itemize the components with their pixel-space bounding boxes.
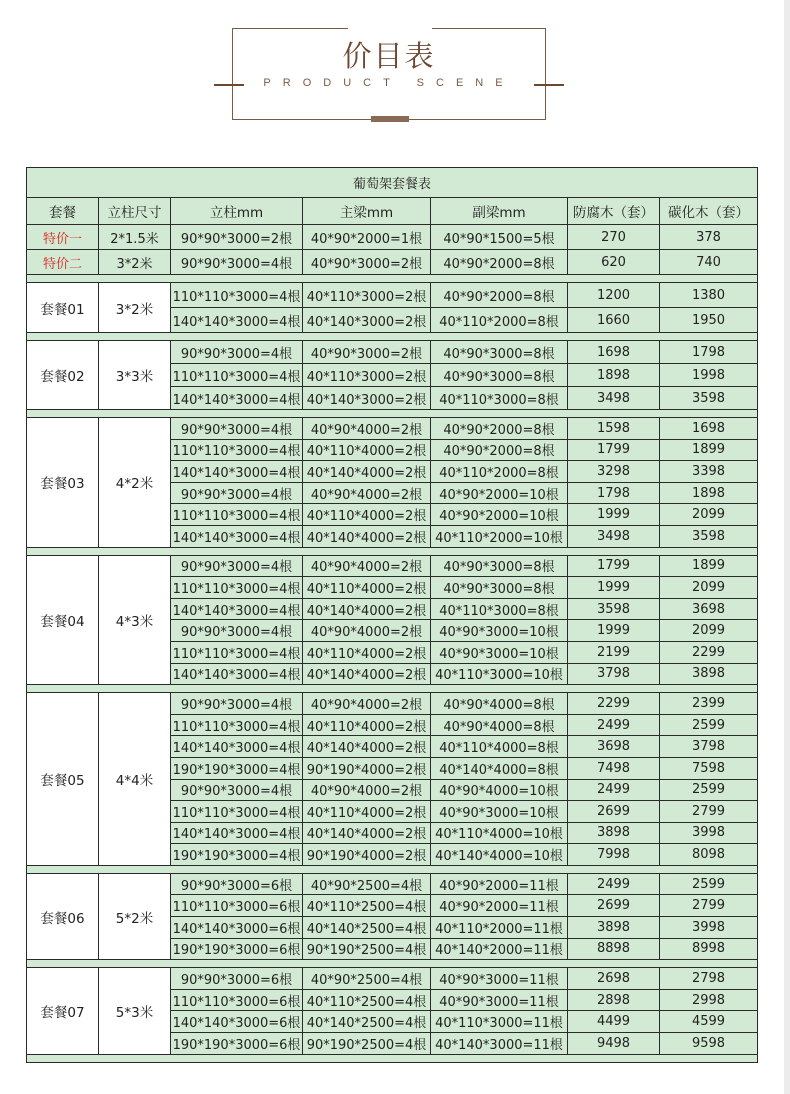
column-header-anticorrosive-wood: 防腐木（套） xyxy=(568,198,660,225)
anticorrosive-price-cell: 3698 xyxy=(568,736,660,758)
carbonized-price-cell: 3798 xyxy=(660,736,758,758)
column-spec-cell: 140*140*3000=4根 xyxy=(171,736,303,758)
main-beam-cell: 40*140*2500=4根 xyxy=(303,1011,431,1033)
post-size-cell: 4*2米 xyxy=(99,418,171,548)
column-spec-cell: 110*110*3000=6根 xyxy=(171,989,303,1011)
carbonized-price-cell: 1380 xyxy=(660,283,758,308)
carbonized-price-cell: 2998 xyxy=(660,989,758,1011)
column-header-main-beam-mm: 主梁mm xyxy=(303,198,431,225)
anticorrosive-price-cell: 2898 xyxy=(568,989,660,1011)
anticorrosive-price-cell: 1200 xyxy=(568,283,660,308)
anticorrosive-price-cell: 620 xyxy=(568,250,660,275)
carbonized-price-cell: 1998 xyxy=(660,364,758,387)
carbonized-price-cell: 3898 xyxy=(660,663,758,685)
package-name-cell: 套餐02 xyxy=(27,341,99,410)
main-beam-cell: 40*140*3000=2根 xyxy=(303,308,431,333)
carbonized-price-cell: 3598 xyxy=(660,525,758,547)
special-offer-name: 特价一 xyxy=(27,225,99,250)
main-beam-cell: 40*90*2000=1根 xyxy=(303,225,431,250)
column-spec-cell: 90*90*3000=4根 xyxy=(171,418,303,440)
carbonized-price-cell: 2599 xyxy=(660,873,758,895)
column-spec-cell: 140*140*3000=4根 xyxy=(171,308,303,333)
header-accent-bar xyxy=(371,116,409,122)
main-beam-cell: 40*140*4000=2根 xyxy=(303,822,431,844)
anticorrosive-price-cell: 1999 xyxy=(568,577,660,599)
column-spec-cell: 90*90*3000=4根 xyxy=(171,779,303,801)
column-spec-cell: 140*140*3000=4根 xyxy=(171,822,303,844)
secondary-beam-cell: 40*110*3000=8根 xyxy=(431,387,568,410)
anticorrosive-price-cell: 270 xyxy=(568,225,660,250)
secondary-beam-cell: 40*90*3000=11根 xyxy=(431,968,568,990)
anticorrosive-price-cell: 9498 xyxy=(568,1033,660,1055)
carbonized-price-cell: 1899 xyxy=(660,555,758,577)
anticorrosive-price-cell: 2699 xyxy=(568,895,660,917)
secondary-beam-cell: 40*90*3000=8根 xyxy=(431,364,568,387)
main-beam-cell: 40*90*4000=2根 xyxy=(303,620,431,642)
anticorrosive-price-cell: 3798 xyxy=(568,663,660,685)
group-separator xyxy=(27,960,758,968)
carbonized-price-cell: 1899 xyxy=(660,439,758,461)
carbonized-price-cell: 3598 xyxy=(660,387,758,410)
package-name-cell: 套餐04 xyxy=(27,555,99,685)
main-beam-cell: 40*140*4000=2根 xyxy=(303,461,431,483)
secondary-beam-cell: 40*90*4000=8根 xyxy=(431,714,568,736)
carbonized-price-cell: 2599 xyxy=(660,779,758,801)
anticorrosive-price-cell: 2199 xyxy=(568,641,660,663)
page-title: 价目表 xyxy=(342,39,436,73)
column-spec-cell: 140*140*3000=4根 xyxy=(171,663,303,685)
secondary-beam-cell: 40*90*2000=10根 xyxy=(431,482,568,504)
main-beam-cell: 90*190*2500=4根 xyxy=(303,938,431,960)
page-subtitle: PRODUCT SCENE xyxy=(248,77,530,89)
secondary-beam-cell: 40*110*3000=11根 xyxy=(431,1011,568,1033)
special-offer-name: 特价二 xyxy=(27,250,99,275)
column-spec-cell: 140*140*3000=4根 xyxy=(171,525,303,547)
table-row xyxy=(27,873,758,895)
group-separator-cell xyxy=(27,333,758,341)
secondary-beam-cell: 40*90*1500=5根 xyxy=(431,225,568,250)
column-header-column-mm: 立柱mm xyxy=(171,198,303,225)
anticorrosive-price-cell: 1799 xyxy=(568,555,660,577)
post-size-cell: 5*2米 xyxy=(99,873,171,959)
group-separator-cell xyxy=(27,685,758,693)
column-spec-cell: 190*190*3000=4根 xyxy=(171,757,303,779)
post-size-cell: 4*4米 xyxy=(99,693,171,866)
anticorrosive-price-cell: 3298 xyxy=(568,461,660,483)
anticorrosive-price-cell: 2499 xyxy=(568,873,660,895)
secondary-beam-cell: 40*90*2000=8根 xyxy=(431,439,568,461)
main-beam-cell: 40*140*4000=2根 xyxy=(303,525,431,547)
main-beam-cell: 40*110*3000=2根 xyxy=(303,364,431,387)
main-beam-cell: 90*190*4000=2根 xyxy=(303,757,431,779)
column-header-secondary-beam-mm: 副梁mm xyxy=(431,198,568,225)
anticorrosive-price-cell: 1598 xyxy=(568,418,660,440)
column-header-size: 立柱尺寸 xyxy=(99,198,171,225)
main-beam-cell: 40*90*4000=2根 xyxy=(303,779,431,801)
post-size-cell: 4*3米 xyxy=(99,555,171,685)
secondary-beam-cell: 40*140*4000=8根 xyxy=(431,757,568,779)
anticorrosive-price-cell: 2499 xyxy=(568,714,660,736)
special-offer-row xyxy=(27,250,758,275)
main-beam-cell: 90*190*4000=2根 xyxy=(303,844,431,866)
carbonized-price-cell: 3998 xyxy=(660,917,758,939)
anticorrosive-price-cell: 3498 xyxy=(568,387,660,410)
post-size-cell: 5*3米 xyxy=(99,968,171,1054)
anticorrosive-price-cell: 8898 xyxy=(568,938,660,960)
main-beam-cell: 40*90*2500=4根 xyxy=(303,968,431,990)
secondary-beam-cell: 40*90*2000=8根 xyxy=(431,250,568,275)
column-spec-cell: 110*110*3000=4根 xyxy=(171,801,303,823)
main-beam-cell: 40*90*3000=2根 xyxy=(303,250,431,275)
main-beam-cell: 40*110*2500=4根 xyxy=(303,989,431,1011)
column-spec-cell: 110*110*3000=4根 xyxy=(171,283,303,308)
carbonized-price-cell: 1698 xyxy=(660,418,758,440)
secondary-beam-cell: 40*90*3000=8根 xyxy=(431,577,568,599)
secondary-beam-cell: 40*110*4000=8根 xyxy=(431,736,568,758)
table-row xyxy=(27,418,758,440)
anticorrosive-price-cell: 1999 xyxy=(568,620,660,642)
main-beam-cell: 40*90*4000=2根 xyxy=(303,418,431,440)
anticorrosive-price-cell: 2699 xyxy=(568,801,660,823)
secondary-beam-cell: 40*140*2000=11根 xyxy=(431,938,568,960)
secondary-beam-cell: 40*90*3000=10根 xyxy=(431,801,568,823)
column-spec-cell: 190*190*3000=4根 xyxy=(171,844,303,866)
group-separator xyxy=(27,685,758,693)
anticorrosive-price-cell: 2499 xyxy=(568,779,660,801)
secondary-beam-cell: 40*90*4000=8根 xyxy=(431,693,568,715)
group-separator xyxy=(27,333,758,341)
carbonized-price-cell: 2099 xyxy=(660,504,758,526)
anticorrosive-price-cell: 2698 xyxy=(568,968,660,990)
group-separator xyxy=(27,1054,758,1062)
post-size-cell: 3*2米 xyxy=(99,250,171,275)
group-separator-cell xyxy=(27,410,758,418)
main-beam-cell: 40*110*2500=4根 xyxy=(303,895,431,917)
table-row xyxy=(27,968,758,990)
carbonized-price-cell: 378 xyxy=(660,225,758,250)
column-spec-cell: 90*90*3000=6根 xyxy=(171,873,303,895)
group-separator xyxy=(27,275,758,283)
group-separator-cell xyxy=(27,960,758,968)
column-spec-cell: 110*110*3000=4根 xyxy=(171,714,303,736)
special-offer-row xyxy=(27,225,758,250)
carbonized-price-cell: 8098 xyxy=(660,844,758,866)
carbonized-price-cell: 2798 xyxy=(660,968,758,990)
table-row xyxy=(27,341,758,364)
anticorrosive-price-cell: 1799 xyxy=(568,439,660,461)
main-beam-cell: 40*110*4000=2根 xyxy=(303,641,431,663)
secondary-beam-cell: 40*90*3000=10根 xyxy=(431,641,568,663)
carbonized-price-cell: 2099 xyxy=(660,620,758,642)
main-beam-cell: 40*110*3000=2根 xyxy=(303,283,431,308)
carbonized-price-cell: 1898 xyxy=(660,482,758,504)
column-spec-cell: 90*90*3000=4根 xyxy=(171,341,303,364)
post-size-cell: 2*1.5米 xyxy=(99,225,171,250)
group-separator-cell xyxy=(27,547,758,555)
secondary-beam-cell: 40*90*3000=11根 xyxy=(431,989,568,1011)
carbonized-price-cell: 2299 xyxy=(660,641,758,663)
table-caption: 葡萄架套餐表 xyxy=(27,168,758,198)
secondary-beam-cell: 40*110*2000=11根 xyxy=(431,917,568,939)
main-beam-cell: 40*110*4000=2根 xyxy=(303,504,431,526)
header-divider-left xyxy=(214,84,244,86)
column-spec-cell: 90*90*3000=2根 xyxy=(171,225,303,250)
column-spec-cell: 190*190*3000=6根 xyxy=(171,938,303,960)
carbonized-price-cell: 9598 xyxy=(660,1033,758,1055)
carbonized-price-cell: 3698 xyxy=(660,598,758,620)
secondary-beam-cell: 40*90*2000=8根 xyxy=(431,283,568,308)
group-separator xyxy=(27,410,758,418)
table-row xyxy=(27,693,758,715)
anticorrosive-price-cell: 2299 xyxy=(568,693,660,715)
secondary-beam-cell: 40*110*2000=10根 xyxy=(431,525,568,547)
column-spec-cell: 90*90*3000=6根 xyxy=(171,968,303,990)
header-divider-right xyxy=(534,84,564,86)
secondary-beam-cell: 40*90*3000=10根 xyxy=(431,620,568,642)
column-spec-cell: 140*140*3000=4根 xyxy=(171,461,303,483)
post-size-cell: 3*3米 xyxy=(99,341,171,410)
secondary-beam-cell: 40*110*3000=8根 xyxy=(431,598,568,620)
anticorrosive-price-cell: 3898 xyxy=(568,822,660,844)
secondary-beam-cell: 40*90*2000=11根 xyxy=(431,873,568,895)
column-spec-cell: 110*110*3000=4根 xyxy=(171,577,303,599)
column-spec-cell: 110*110*3000=4根 xyxy=(171,439,303,461)
secondary-beam-cell: 40*110*2000=8根 xyxy=(431,461,568,483)
package-name-cell: 套餐03 xyxy=(27,418,99,548)
carbonized-price-cell: 1950 xyxy=(660,308,758,333)
header-frame-top-right xyxy=(432,28,546,29)
main-beam-cell: 40*90*4000=2根 xyxy=(303,555,431,577)
column-spec-cell: 190*190*3000=6根 xyxy=(171,1033,303,1055)
carbonized-price-cell: 1798 xyxy=(660,341,758,364)
secondary-beam-cell: 40*90*4000=10根 xyxy=(431,779,568,801)
main-beam-cell: 40*140*4000=2根 xyxy=(303,736,431,758)
column-spec-cell: 110*110*3000=6根 xyxy=(171,895,303,917)
table-row xyxy=(27,283,758,308)
anticorrosive-price-cell: 3598 xyxy=(568,598,660,620)
secondary-beam-cell: 40*110*2000=8根 xyxy=(431,308,568,333)
anticorrosive-price-cell: 1660 xyxy=(568,308,660,333)
main-beam-cell: 40*90*2500=4根 xyxy=(303,873,431,895)
group-separator-cell xyxy=(27,865,758,873)
package-name-cell: 套餐07 xyxy=(27,968,99,1054)
column-spec-cell: 90*90*3000=4根 xyxy=(171,482,303,504)
column-spec-cell: 90*90*3000=4根 xyxy=(171,250,303,275)
main-beam-cell: 40*110*4000=2根 xyxy=(303,801,431,823)
secondary-beam-cell: 40*110*3000=10根 xyxy=(431,663,568,685)
secondary-beam-cell: 40*90*2000=11根 xyxy=(431,895,568,917)
group-separator-cell xyxy=(27,1054,758,1062)
anticorrosive-price-cell: 1698 xyxy=(568,341,660,364)
carbonized-price-cell: 2399 xyxy=(660,693,758,715)
anticorrosive-price-cell: 4499 xyxy=(568,1011,660,1033)
column-spec-cell: 140*140*3000=4根 xyxy=(171,598,303,620)
column-spec-cell: 110*110*3000=4根 xyxy=(171,641,303,663)
column-header-carbonized-wood: 碳化木（套） xyxy=(660,198,758,225)
secondary-beam-cell: 40*140*4000=10根 xyxy=(431,844,568,866)
column-spec-cell: 90*90*3000=4根 xyxy=(171,620,303,642)
package-name-cell: 套餐01 xyxy=(27,283,99,333)
main-beam-cell: 40*90*3000=2根 xyxy=(303,341,431,364)
group-separator xyxy=(27,865,758,873)
main-beam-cell: 90*190*2500=4根 xyxy=(303,1033,431,1055)
carbonized-price-cell: 2599 xyxy=(660,714,758,736)
main-beam-cell: 40*90*4000=2根 xyxy=(303,693,431,715)
secondary-beam-cell: 40*90*3000=8根 xyxy=(431,341,568,364)
column-header-package: 套餐 xyxy=(27,198,99,225)
header-frame-top-left xyxy=(232,28,348,29)
main-beam-cell: 40*90*4000=2根 xyxy=(303,482,431,504)
main-beam-cell: 40*110*4000=2根 xyxy=(303,577,431,599)
column-spec-cell: 140*140*3000=6根 xyxy=(171,917,303,939)
column-spec-cell: 90*90*3000=4根 xyxy=(171,555,303,577)
main-beam-cell: 40*140*4000=2根 xyxy=(303,663,431,685)
carbonized-price-cell: 740 xyxy=(660,250,758,275)
main-beam-cell: 40*140*4000=2根 xyxy=(303,598,431,620)
anticorrosive-price-cell: 3498 xyxy=(568,525,660,547)
carbonized-price-cell: 7598 xyxy=(660,757,758,779)
anticorrosive-price-cell: 1999 xyxy=(568,504,660,526)
carbonized-price-cell: 2799 xyxy=(660,801,758,823)
carbonized-price-cell: 2099 xyxy=(660,577,758,599)
column-spec-cell: 140*140*3000=6根 xyxy=(171,1011,303,1033)
secondary-beam-cell: 40*90*2000=10根 xyxy=(431,504,568,526)
carbonized-price-cell: 2799 xyxy=(660,895,758,917)
package-name-cell: 套餐06 xyxy=(27,873,99,959)
main-beam-cell: 40*110*4000=2根 xyxy=(303,714,431,736)
table-row xyxy=(27,555,758,577)
secondary-beam-cell: 40*90*2000=8根 xyxy=(431,418,568,440)
anticorrosive-price-cell: 1898 xyxy=(568,364,660,387)
column-spec-cell: 110*110*3000=4根 xyxy=(171,364,303,387)
table-caption-row xyxy=(27,168,758,198)
anticorrosive-price-cell: 3898 xyxy=(568,917,660,939)
column-spec-cell: 90*90*3000=4根 xyxy=(171,693,303,715)
carbonized-price-cell: 8998 xyxy=(660,938,758,960)
page-scrollbar-strip xyxy=(784,0,790,1094)
post-size-cell: 3*2米 xyxy=(99,283,171,333)
table-header-row xyxy=(27,198,758,225)
package-name-cell: 套餐05 xyxy=(27,693,99,866)
main-beam-cell: 40*140*2500=4根 xyxy=(303,917,431,939)
secondary-beam-cell: 40*140*3000=11根 xyxy=(431,1033,568,1055)
secondary-beam-cell: 40*110*4000=10根 xyxy=(431,822,568,844)
anticorrosive-price-cell: 7498 xyxy=(568,757,660,779)
column-spec-cell: 110*110*3000=4根 xyxy=(171,504,303,526)
anticorrosive-price-cell: 7998 xyxy=(568,844,660,866)
secondary-beam-cell: 40*90*3000=8根 xyxy=(431,555,568,577)
group-separator xyxy=(27,547,758,555)
carbonized-price-cell: 3398 xyxy=(660,461,758,483)
anticorrosive-price-cell: 1798 xyxy=(568,482,660,504)
carbonized-price-cell: 3998 xyxy=(660,822,758,844)
group-separator-cell xyxy=(27,275,758,283)
main-beam-cell: 40*140*3000=2根 xyxy=(303,387,431,410)
main-beam-cell: 40*110*4000=2根 xyxy=(303,439,431,461)
price-table xyxy=(26,167,758,1063)
column-spec-cell: 140*140*3000=4根 xyxy=(171,387,303,410)
carbonized-price-cell: 4599 xyxy=(660,1011,758,1033)
